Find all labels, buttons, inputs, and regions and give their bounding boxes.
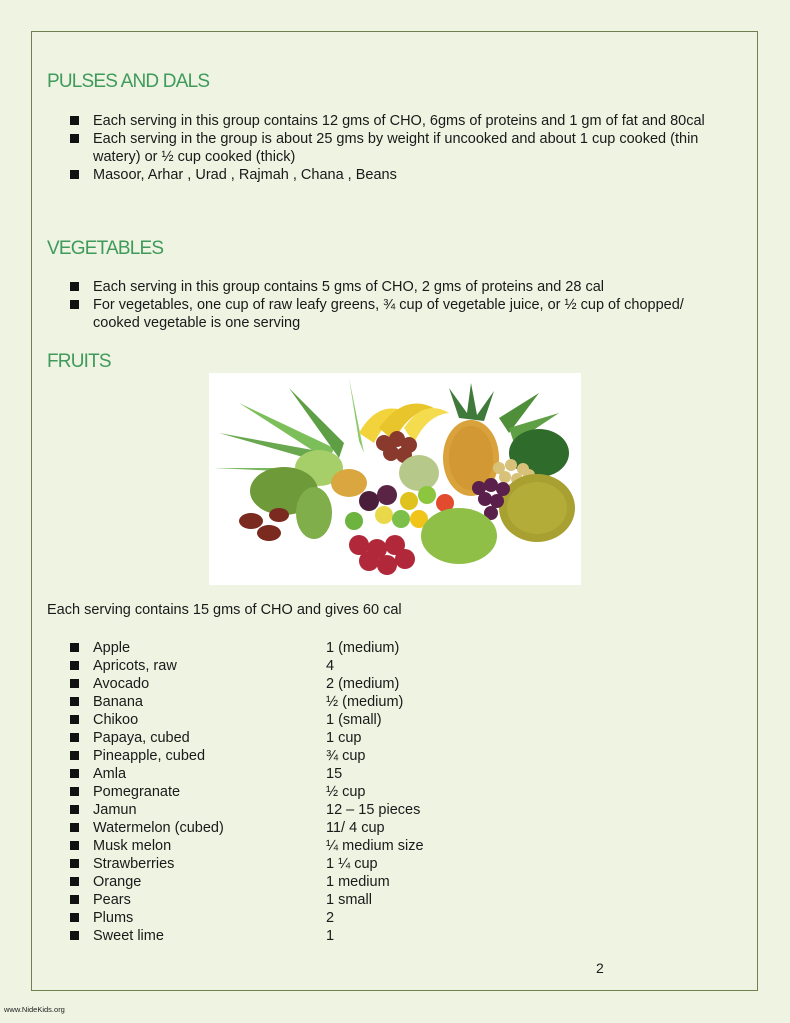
bullet-square-icon: [70, 913, 79, 922]
bullet-square-icon: [70, 679, 79, 688]
bullet-square-icon: [70, 931, 79, 940]
fruit-amount: 1 small: [326, 892, 372, 908]
fruit-name: Amla: [93, 766, 127, 782]
table-row: [70, 693, 490, 711]
table-row: [70, 729, 490, 747]
page-number: 2: [596, 960, 604, 976]
list-item: For vegetables, one cup of raw leafy greens, ¾ cup of vegetable juice, or ½ cup of chopped/ cooked vegetable is one serving: [70, 296, 730, 332]
fruit-name: Musk melon: [93, 838, 172, 854]
fruit-name: Orange: [93, 874, 142, 890]
fruit-name: Apple: [93, 640, 131, 656]
bullet-square-icon: [70, 134, 79, 143]
bullet-square-icon: [70, 769, 79, 778]
bullet-square-icon: [70, 643, 79, 652]
fruit-amount: 12 – 15 pieces: [326, 802, 421, 818]
fruit-amount: 1 (medium): [326, 640, 400, 656]
table-row: [70, 783, 490, 801]
bullet-square-icon: [70, 841, 79, 850]
fruit-name: Pineapple, cubed: [93, 748, 206, 764]
bullet-square-icon: [70, 823, 79, 832]
bullet-square-icon: [70, 661, 79, 670]
fruit-amount: 11/ 4 cup: [326, 820, 385, 836]
fruit-amount: 4: [326, 658, 335, 674]
palm-leaf-icon: [214, 378, 364, 473]
bullet-square-icon: [70, 170, 79, 179]
rambutan-icon: [349, 535, 415, 575]
bullet-square-icon: [70, 116, 79, 125]
fruit-name: Watermelon (cubed): [93, 820, 224, 836]
bullet-square-icon: [70, 895, 79, 904]
fruit-serving-note: Each serving contains 15 gms of CHO and gives 60 cal: [47, 602, 402, 618]
fruit-name: Sweet lime: [93, 928, 164, 944]
bullet-square-icon: [70, 733, 79, 742]
heading-fruits: FRUITS: [47, 351, 111, 372]
fruit-amount: 1: [326, 928, 335, 944]
bullet-square-icon: [70, 877, 79, 886]
table-row: [70, 819, 490, 837]
fruit-name: Chikoo: [93, 712, 139, 728]
fruit-amount: ½ (medium): [326, 694, 404, 710]
fruit-illustration: [209, 373, 581, 585]
fruit-amount: 1 medium: [326, 874, 390, 890]
fruit-amount: 2: [326, 910, 335, 926]
list-item: Each serving in the group is about 25 gms by weight if uncooked and about 1 cup cooked (thin watery) or ½ cup cooked (thick): [70, 130, 730, 166]
heading-pulses: PULSES AND DALS: [47, 71, 210, 92]
fruit-amount: ¾ cup: [326, 748, 366, 764]
fruit-amount: 1 (small): [326, 712, 382, 728]
fruit-name: Plums: [93, 910, 134, 926]
fruit-name: Jamun: [93, 802, 137, 818]
table-row: [70, 837, 490, 855]
table-row: [70, 855, 490, 873]
fruit-amount: 1 cup: [326, 730, 362, 746]
list-item: Masoor, Arhar , Urad , Rajmah , Chana , Beans: [70, 166, 730, 184]
fruit-name: Pomegranate: [93, 784, 181, 800]
fruit-amount: ¼ medium size: [326, 838, 424, 854]
fruit-amount: ½ cup: [326, 784, 366, 800]
table-row: [70, 873, 490, 891]
table-row: [70, 675, 490, 693]
bullet-square-icon: [70, 715, 79, 724]
bullet-square-icon: [70, 787, 79, 796]
table-row: [70, 927, 490, 945]
fruit-basket-image: [209, 373, 581, 585]
table-row: [70, 657, 490, 675]
fruit-amount: 15: [326, 766, 343, 782]
bullet-square-icon: [70, 697, 79, 706]
fruit-name: Banana: [93, 694, 143, 710]
fruit-amount: 1 ¼ cup: [326, 856, 378, 872]
list-item: Each serving in this group contains 5 gms of CHO, 2 gms of proteins and 28 cal: [70, 278, 730, 296]
fruit-amount: 2 (medium): [326, 676, 400, 692]
table-row: [70, 891, 490, 909]
heading-vegetables: VEGETABLES: [47, 238, 164, 259]
bullet-square-icon: [70, 751, 79, 760]
table-row: [70, 909, 490, 927]
bullet-square-icon: [70, 805, 79, 814]
table-row: [70, 801, 490, 819]
fruit-name: Strawberries: [93, 856, 175, 872]
list-item: Each serving in this group contains 12 gms of CHO, 6gms of proteins and 1 gm of fat and 80cal: [70, 112, 730, 130]
table-row: [70, 711, 490, 729]
table-row: [70, 747, 490, 765]
table-row: [70, 639, 490, 657]
pulses-list: [70, 112, 730, 184]
fruit-name: Avocado: [93, 676, 150, 692]
fruit-name: Apricots, raw: [93, 658, 177, 674]
fruit-serving-table: [70, 639, 490, 945]
pomelo-icon: [421, 508, 497, 564]
fruit-name: Pears: [93, 892, 131, 908]
watermark: www.NideKids.org: [4, 1005, 65, 1014]
bullet-square-icon: [70, 282, 79, 291]
table-row: [70, 765, 490, 783]
bullet-square-icon: [70, 859, 79, 868]
bullet-square-icon: [70, 300, 79, 309]
vegetables-list: [70, 278, 730, 332]
fruit-name: Papaya, cubed: [93, 730, 190, 746]
